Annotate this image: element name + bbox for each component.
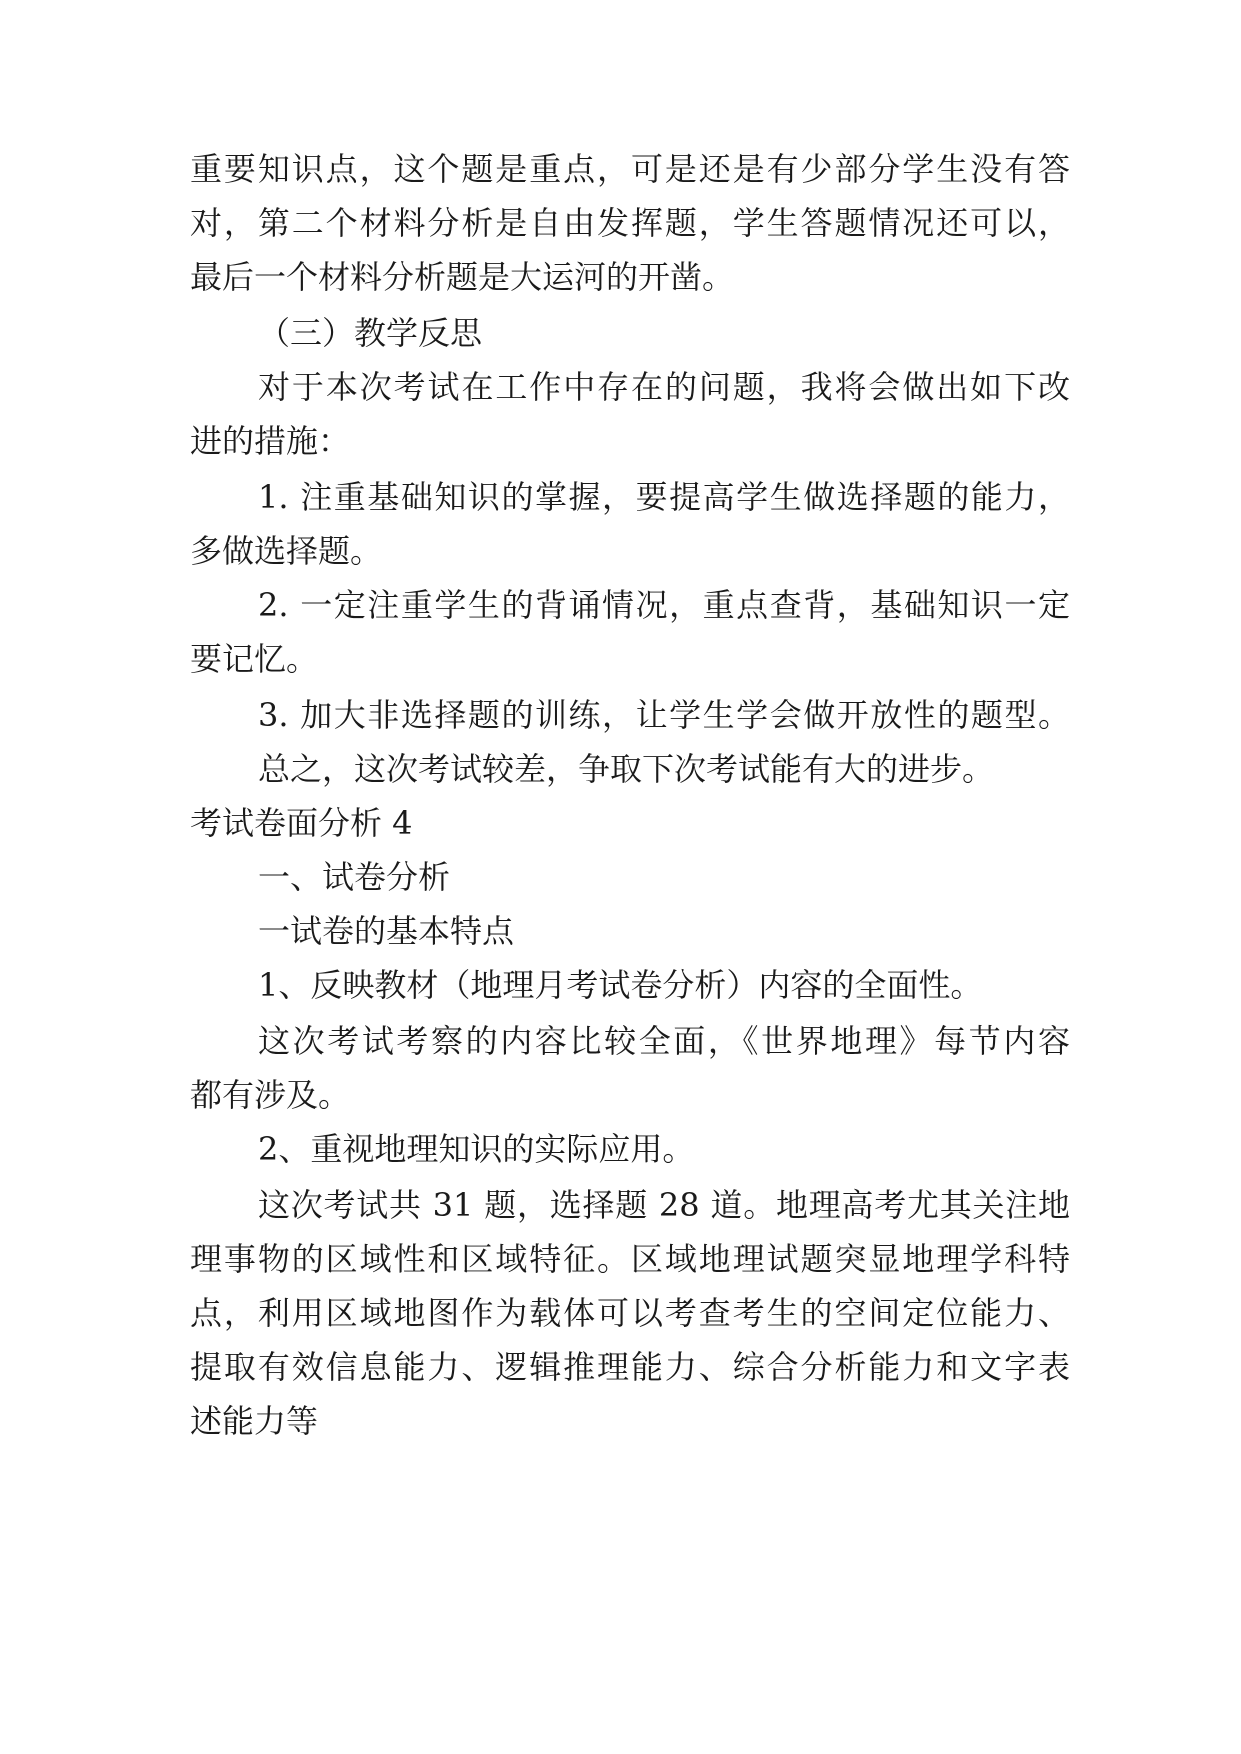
paragraph-line: 最后一个材料分析题是大运河的开凿。 (190, 258, 735, 296)
list-item-1: 1. 注重基础知识的掌握，要提高学生做选择题的能力， (258, 478, 1070, 516)
paragraph-line: 提取有效信息能力、逻辑推理能力、综合分析能力和文字表 (190, 1348, 1070, 1386)
paragraph-line: 多做选择题。 (190, 532, 383, 570)
section-heading: （三）教学反思 (258, 314, 483, 352)
paragraph-line: 对于本次考试在工作中存在的问题，我将会做出如下改 (258, 368, 1070, 406)
paragraph-line: 都有涉及。 (190, 1076, 351, 1114)
point-heading-2: 2、重视地理知识的实际应用。 (258, 1130, 695, 1168)
paragraph-line: 理事物的区域性和区域特征。区域地理试题突显地理学科特 (190, 1240, 1070, 1278)
section-heading: 一、试卷分析 (258, 858, 451, 896)
paragraph-line: 对，第二个材料分析是自由发挥题，学生答题情况还可以， (190, 204, 1070, 242)
paragraph-line: 总之，这次考试较差，争取下次考试能有大的进步。 (258, 750, 995, 788)
point-heading-1: 1、反映教材（地理月考试卷分析）内容的全面性。 (258, 966, 983, 1004)
paragraph-line: 述能力等 (190, 1402, 319, 1440)
paragraph-line: 这次考试考察的内容比较全面，《世界地理》每节内容 (258, 1022, 1070, 1060)
list-item-3: 3. 加大非选择题的训练，让学生学会做开放性的题型。 (258, 696, 1070, 734)
paragraph-line: 这次考试共 31 题，选择题 28 道。地理高考尤其关注地 (258, 1186, 1070, 1224)
paragraph-line: 重要知识点，这个题是重点，可是还是有少部分学生没有答 (190, 150, 1070, 188)
paragraph-line: 点，利用区域地图作为载体可以考查考生的空间定位能力、 (190, 1294, 1070, 1332)
subsection-heading: 一试卷的基本特点 (258, 912, 515, 950)
paragraph-line: 进的措施： (190, 422, 351, 460)
list-item-2: 2. 一定注重学生的背诵情况，重点查背，基础知识一定 (258, 586, 1070, 624)
paragraph-line: 要记忆。 (190, 640, 319, 678)
document-title: 考试卷面分析 4 (190, 804, 413, 842)
